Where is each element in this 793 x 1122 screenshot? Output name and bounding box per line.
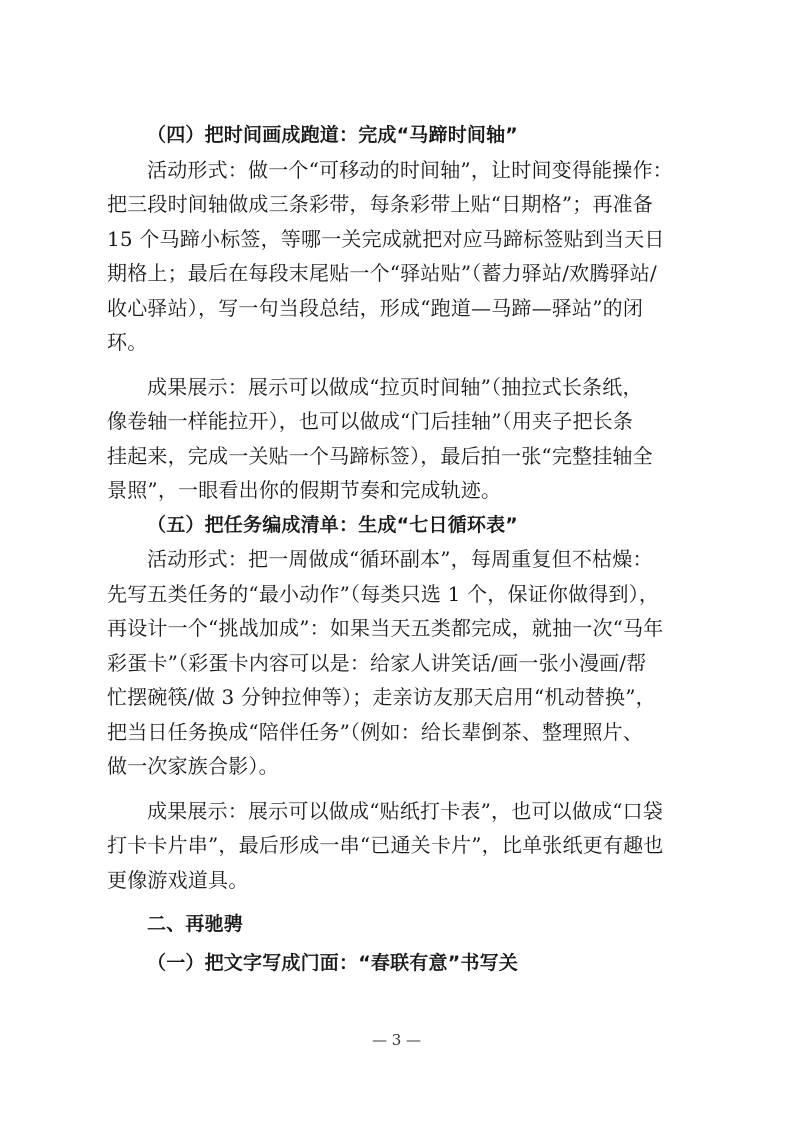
paragraph-line: 再设计一个“挑战加成”：如果当天五类都完成，就抽一次“马年 — [107, 616, 664, 640]
section-heading-4: （四）把时间画成跑道：完成“马蹄时间轴” — [147, 124, 518, 146]
section4-result-paragraph — [107, 370, 691, 508]
page-number: — 3 — — [371, 1031, 422, 1049]
paragraph-line: 活动形式：做一个“可移动的时间轴”，让时间变得能操作： — [147, 157, 673, 182]
section5-result-paragraph — [107, 794, 691, 898]
paragraph-line: 打卡卡片串”，最后形成一串“已通关卡片”，比单张纸更有趣也 — [107, 833, 664, 857]
paragraph-line: 成果展示：展示可以做成“拉页时间轴”（抽拉式长条纸， — [147, 374, 643, 399]
paragraph-gap — [107, 897, 691, 907]
paragraph-line: 先写五类任务的“最小动作”（每类只选 1 个，保证你做得到）， — [107, 581, 660, 606]
section-heading-5: （五）把任务编成清单：生成“七日循环表” — [147, 513, 518, 536]
paragraph-line: 彩蛋卡”（彩蛋卡内容可以是：给家人讲笑话/画一张小漫画/帮 — [107, 650, 647, 675]
paragraph-line: 环。 — [107, 330, 148, 354]
paragraph-line: 成果展示：展示可以做成“贴纸打卡表”，也可以做成“口袋 — [147, 798, 664, 823]
subsection-heading: （一）把文字写成门面：“春联有意”书写关 — [147, 951, 518, 974]
section5-activity-paragraph — [107, 542, 691, 784]
paragraph-line: 15 个马蹄小标签，等哪一关完成就把对应马蹄标签贴到当天日 — [107, 226, 665, 251]
paragraph-line: 挂起来，完成一关贴一个马蹄标签），最后拍一张“完整挂轴全 — [107, 443, 653, 468]
paragraph-line: 像卷轴一样能拉开），也可以做成“门后挂轴”（用夹子把长条 — [107, 409, 634, 433]
paragraph-line: 景照”，一眼看出你的假期节奏和完成轨迹。 — [107, 478, 502, 502]
page-content — [107, 118, 691, 980]
paragraph-line: 收心驿站），写一句当段总结，形成“跑道—马蹄—驿站”的闭 — [107, 295, 644, 320]
part-heading: 二、再驰骋 — [147, 913, 244, 935]
paragraph-gap — [107, 360, 691, 370]
paragraph-line: 忙摆碗筷/做 3 分钟拉伸等）；走亲访友那天启用“机动替换”， — [107, 685, 656, 709]
paragraph-line: 更像游戏道具。 — [107, 867, 249, 892]
paragraph-line: 活动形式：把一周做成“循环副本”，每周重复但不枯燥： — [147, 547, 653, 571]
section4-activity-paragraph — [107, 153, 691, 360]
paragraph-line: 把当日任务换成“陪伴任务”（例如：给长辈倒茶、整理照片、 — [107, 719, 644, 744]
paragraph-line: 把三段时间轴做成三条彩带，每条彩带上贴“日期格”；再准备 — [107, 192, 654, 216]
paragraph-line: 期格上；最后在每段末尾贴一个“驿站贴”（蓄力驿站/欢腾驿站/ — [107, 261, 657, 285]
paragraph-line: 做一次家族合影）。 — [107, 754, 279, 778]
paragraph-gap — [107, 784, 691, 794]
